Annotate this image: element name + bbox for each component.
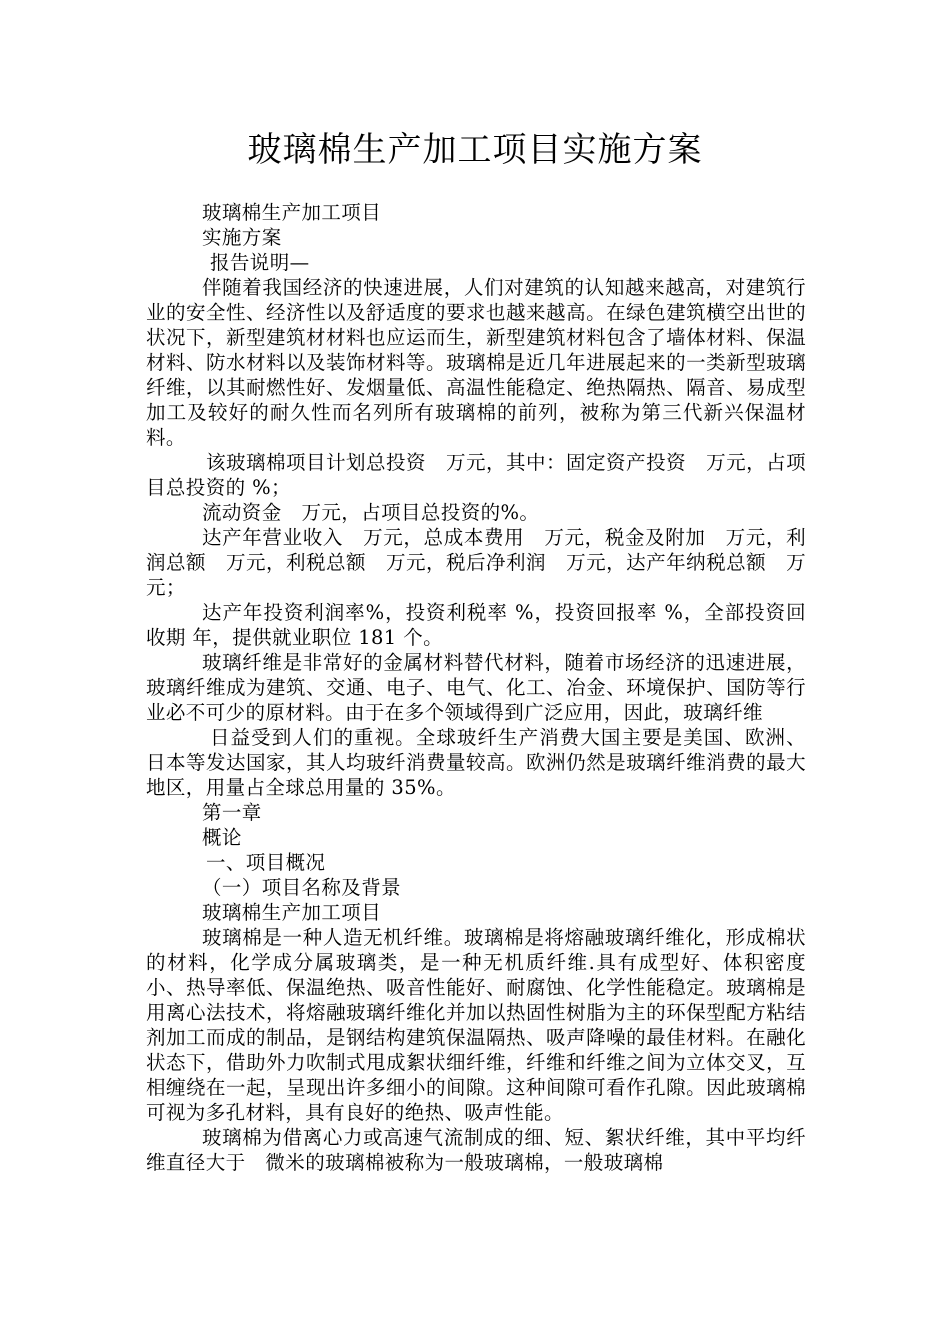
document-body (146, 200, 806, 1175)
paragraph: 达产年投资利润率%，投资利税率 %，投资回报率 %，全部投资回收期 年，提供就业职位 181 个。 (146, 601, 806, 649)
paragraph: 玻璃棉为借离心力或高速气流制成的细、短、絮状纤维，其中平均纤维直径大于 微米的玻璃棉被称为一般玻璃棉，一般玻璃棉 (146, 1126, 806, 1174)
paragraph: 报告说明— (210, 251, 310, 274)
paragraph: 玻璃棉生产加工项目 (202, 901, 382, 924)
paragraph: 玻璃棉生产加工项目 (202, 201, 382, 224)
paragraph: 实施方案 (202, 226, 282, 249)
paragraph: 概论 (202, 826, 242, 849)
paragraph: 第一章 (202, 801, 262, 824)
paragraph: 一、项目概况 (206, 851, 326, 874)
paragraph: 达产年营业收入 万元，总成本费用 万元，税金及附加 万元，利润总额 万元，利税总额 万元，税后净利润 万元，达产年纳税总额 万元； (146, 526, 806, 599)
paragraph: 流动资金 万元，占项目总投资的%。 (202, 501, 540, 524)
paragraph: （一）项目名称及背景 (202, 876, 402, 899)
paragraph: 玻璃纤维是非常好的金属材料替代材料，随着市场经济的迅速进展，玻璃纤维成为建筑、交通、电子、电气、化工、冶金、环境保护、国防等行业必不可少的原材料。由于在多个领域得到广泛应用，因此，玻璃纤维 (146, 651, 806, 724)
document-title: 玻璃棉生产加工项目实施方案 (247, 130, 703, 170)
paragraph: 伴随着我国经济的快速进展，人们对建筑的认知越来越高，对建筑行业的安全性、经济性以及舒适度的要求也越来越高。在绿色建筑横空出世的状况下，新型建筑材材料也应运而生，新型建筑材料包含了墙体材料、保温材料、防水材料以及装饰材料等。玻璃棉是近几年进展起来的一类新型玻璃纤维，以其耐燃性好、发烟量低、高温性能稳定、绝热隔热、隔音、易成型加工及较好的耐久性而名列所有玻璃棉的前列，被称为第三代新兴保温材料。 (146, 276, 806, 449)
paragraph: 日益受到人们的重视。全球玻纤生产消费大国主要是美国、欧洲、日本等发达国家，其人均玻纤消费量较高。欧洲仍然是玻璃纤维消费的最大地区，用量占全球总用量的 35%。 (146, 726, 806, 799)
paragraph: 玻璃棉是一种人造无机纤维。玻璃棉是将熔融玻璃纤维化，形成棉状的材料，化学成分属玻璃类，是一种无机质纤维.具有成型好、体积密度小、热导率低、保温绝热、吸音性能好、耐腐蚀、化学性能稳定。玻璃棉是用离心法技术，将熔融玻璃纤维化并加以热固性树脂为主的环保型配方粘结剂加工而成的制品，是钢结构建筑保温隔热、吸声降噪的最佳材料。在融化状态下，借助外力吹制式甩成絮状细纤维，纤维和纤维之间为立体交叉，互相缠绕在一起，呈现出许多细小的间隙。这种间隙可看作孔隙。因此玻璃棉可视为多孔材料，具有良好的绝热、吸声性能。 (146, 926, 806, 1124)
paragraph: 该玻璃棉项目计划总投资 万元，其中：固定资产投资 万元，占项目总投资的 %； (146, 451, 806, 499)
